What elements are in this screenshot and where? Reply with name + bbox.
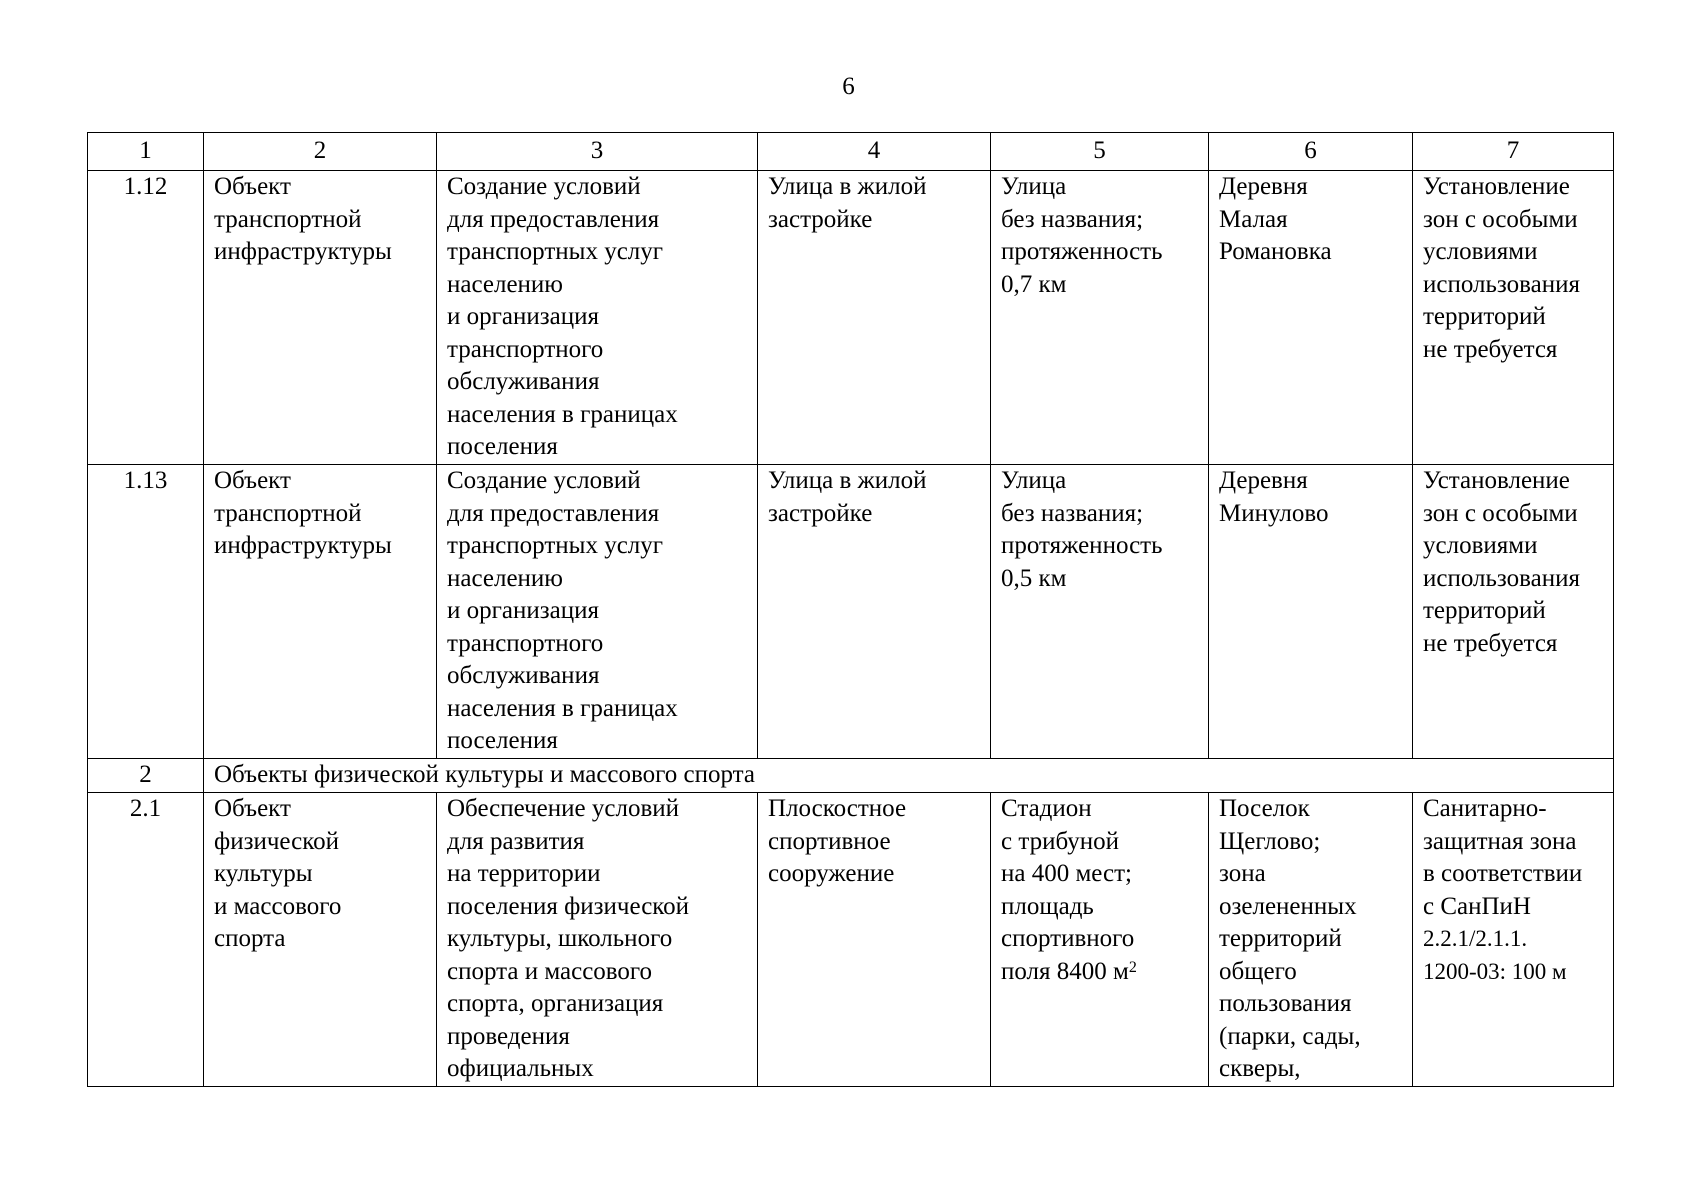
table-row	[88, 171, 1614, 465]
row-number: 1.12	[88, 171, 204, 465]
column-header-1: 1	[88, 133, 204, 171]
section-title: Объекты физической культуры и массового спорта	[204, 759, 1614, 793]
table-header-row	[88, 133, 1614, 171]
purpose-cell: Создание условий для предоставления транспортных услуг населению и организация транспортного обслуживания населения в границах поселения	[437, 465, 758, 759]
column-header-3: 3	[437, 133, 758, 171]
table-row	[88, 465, 1614, 759]
zone-cell	[1413, 793, 1614, 1087]
section-number: 2	[88, 759, 204, 793]
page-number: 6	[842, 73, 855, 100]
column-header-7: 7	[1413, 133, 1614, 171]
section-row	[88, 759, 1614, 793]
location-cell: Поселок Щеглово; зона озелененных территорий общего пользования (парки, сады, скверы,	[1209, 793, 1413, 1087]
location-cell: Деревня Малая Романовка	[1209, 171, 1413, 465]
characteristics-cell	[991, 793, 1209, 1087]
characteristics-cell: Улица без названия; протяженность 0,7 км	[991, 171, 1209, 465]
zone-text: Санитарно- защитная зона в соответствии с СанПиН	[1423, 795, 1583, 920]
sanpin-code: 2.2.1/2.1.1. 1200-03: 100 м	[1423, 926, 1567, 984]
row-number: 2.1	[88, 793, 204, 1087]
characteristics-text: Стадион с трибуной на 400 мест; площадь спортивного поля 8400 м	[1001, 795, 1135, 985]
object-kind-cell: Плоскостное спортивное сооружение	[758, 793, 991, 1087]
zone-cell: Установление зон с особыми условиями использования территорий не требуется	[1413, 465, 1614, 759]
column-header-5: 5	[991, 133, 1209, 171]
purpose-cell: Создание условий для предоставления транспортных услуг населению и организация транспортного обслуживания населения в границах поселения	[437, 171, 758, 465]
column-header-6: 6	[1209, 133, 1413, 171]
object-type-cell: Объект транспортной инфраструктуры	[204, 465, 437, 759]
table-row	[88, 793, 1614, 1087]
object-kind-cell: Улица в жилой застройке	[758, 171, 991, 465]
column-header-4: 4	[758, 133, 991, 171]
zone-cell: Установление зон с особыми условиями использования территорий не требуется	[1413, 171, 1614, 465]
row-number: 1.13	[88, 465, 204, 759]
planning-table	[87, 132, 1614, 1087]
column-header-2: 2	[204, 133, 437, 171]
characteristics-cell: Улица без названия; протяженность 0,5 км	[991, 465, 1209, 759]
object-type-cell: Объект физической культуры и массового спорта	[204, 793, 437, 1087]
square-superscript: 2	[1128, 958, 1137, 976]
purpose-cell: Обеспечение условий для развития на территории поселения физической культуры, школьного спорта и массового спорта, организация проведения официальных	[437, 793, 758, 1087]
location-cell: Деревня Минулово	[1209, 465, 1413, 759]
object-type-cell: Объект транспортной инфраструктуры	[204, 171, 437, 465]
object-kind-cell: Улица в жилой застройке	[758, 465, 991, 759]
